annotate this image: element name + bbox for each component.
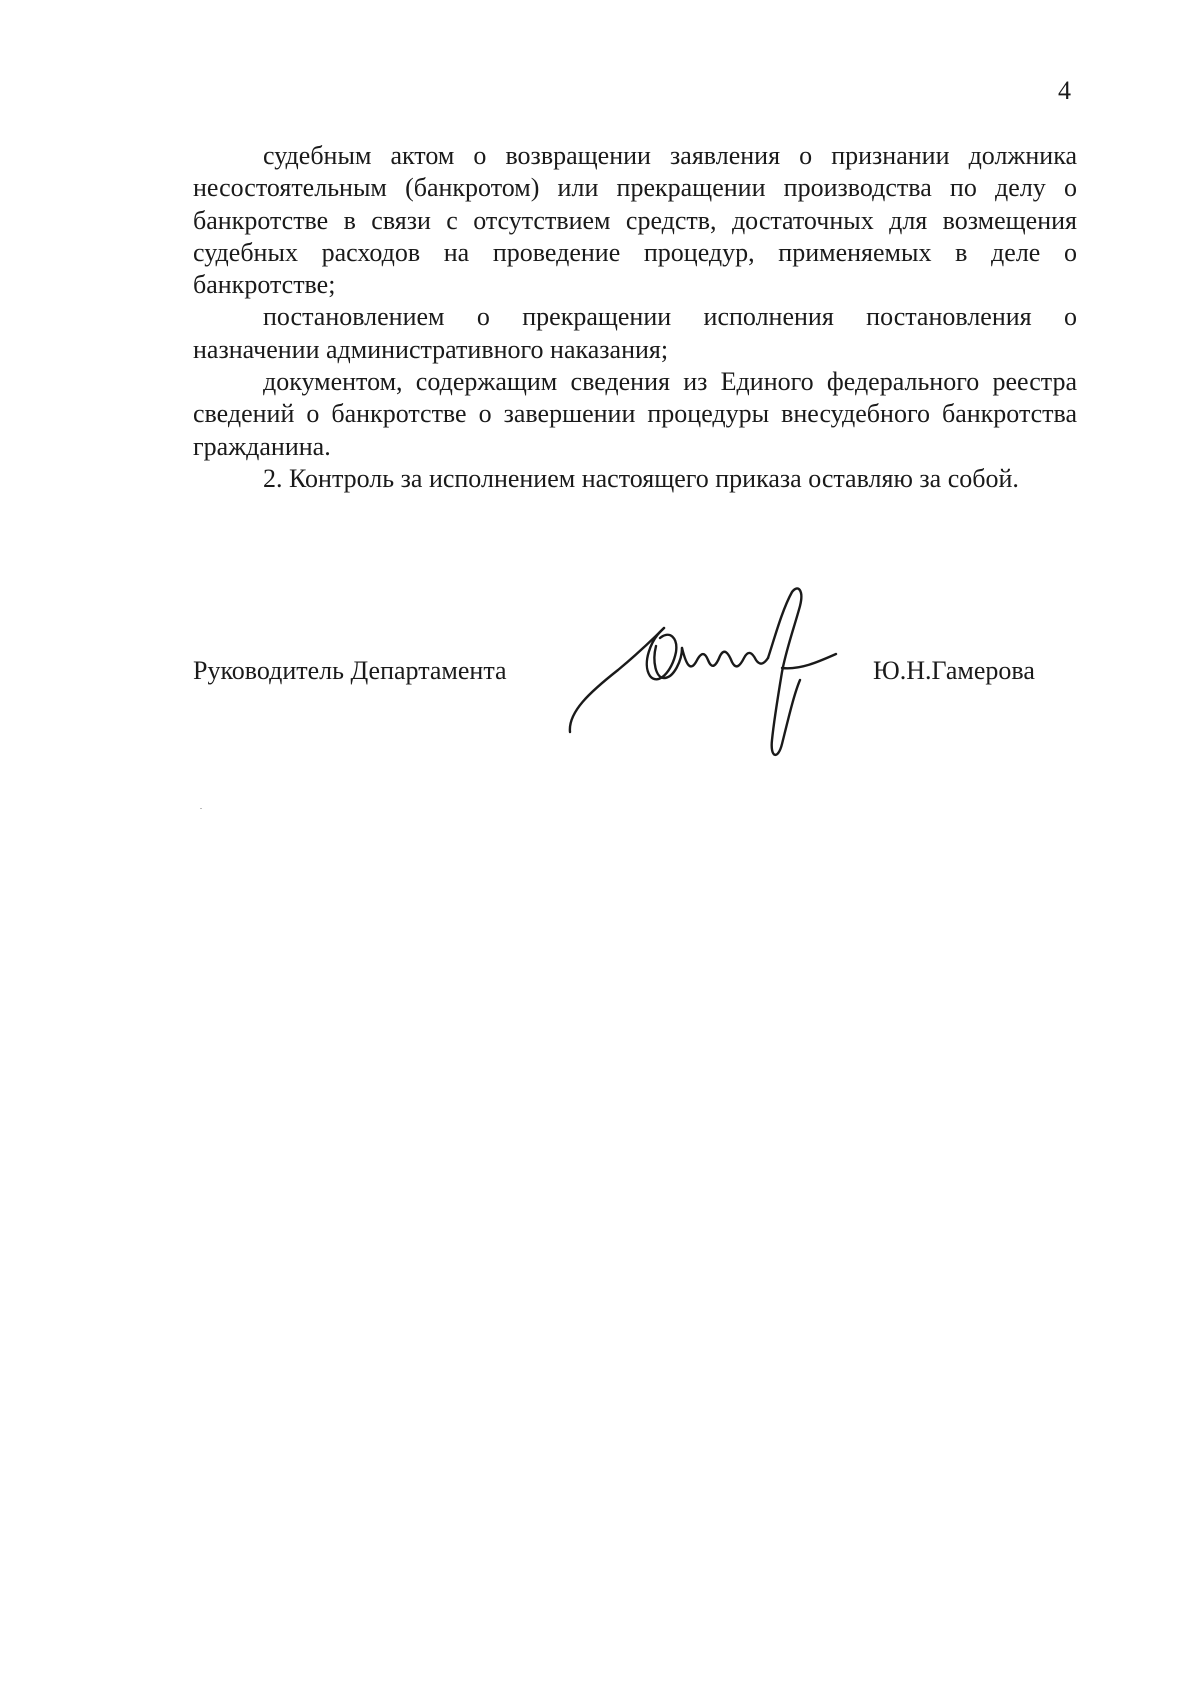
paragraph-court-act: судебным актом о возвращении заявления о признании должника несостоятельным (банкротом) или прекращении производства по делу о банкротстве в связи с отсутствием средств, достаточных для возмещения судебных расходов на проведение процедур, применяемых в деле о банкротстве;: [193, 141, 1077, 300]
handwritten-signature: [560, 580, 880, 780]
paragraph-control-clause: 2. Контроль за исполнением настоящего приказа оставляю за собой.: [263, 463, 1019, 493]
page-number: 4: [1058, 76, 1071, 105]
document-body: [193, 140, 1077, 495]
scan-speck: [200, 808, 202, 809]
signatory-name: Ю.Н.Гамерова: [873, 656, 1035, 685]
paragraph-registry-document: документом, содержащим сведения из Единого федерального реестра сведений о банкротстве о завершении процедуры внесудебного банкротства гражданина.: [193, 367, 1077, 461]
paragraph-resolution: постановлением о прекращении исполнения постановления о назначении административного наказания;: [193, 302, 1077, 364]
signatory-position: Руководитель Департамента: [193, 656, 507, 685]
signature-block: [0, 580, 1200, 780]
